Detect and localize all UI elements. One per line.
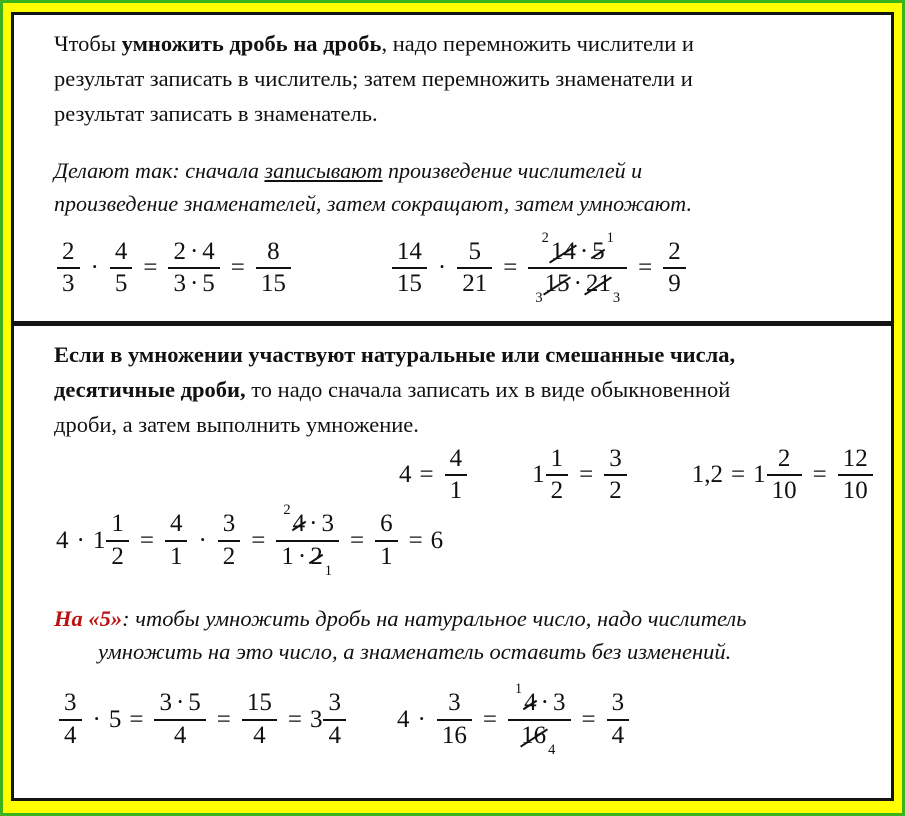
math-number: 10 bbox=[842, 477, 868, 505]
fraction bbox=[106, 510, 129, 572]
multiply-dot: · bbox=[175, 689, 185, 717]
math-number: 3 bbox=[609, 444, 622, 472]
math-number: 5 bbox=[188, 689, 201, 717]
math-number: 3 bbox=[328, 689, 341, 717]
text-segment: произведение знаменателей, затем сокращают, затем умножают. bbox=[54, 190, 692, 216]
denominator bbox=[663, 269, 686, 299]
denominator bbox=[516, 721, 562, 758]
numerator bbox=[508, 681, 571, 719]
fraction bbox=[607, 689, 630, 751]
numerator bbox=[276, 502, 339, 540]
numerator bbox=[57, 238, 80, 268]
fraction bbox=[59, 689, 82, 751]
numerator bbox=[242, 689, 277, 719]
math-number: 3 bbox=[321, 510, 334, 538]
cancel-annotation-top: 1 bbox=[606, 229, 614, 246]
numerator bbox=[443, 689, 466, 719]
math-number: 1 bbox=[169, 542, 183, 570]
text-segment: умножить на это число, а знаменатель оставить без изменений. bbox=[98, 639, 732, 665]
math-number: 15 bbox=[246, 689, 272, 717]
fraction bbox=[392, 238, 427, 300]
numerator bbox=[110, 238, 133, 268]
cancel-annotation-top: 1 bbox=[514, 681, 523, 698]
equals-sign: = bbox=[482, 705, 497, 733]
equals-sign: = bbox=[579, 461, 594, 489]
text-segment: произведение числителей и bbox=[382, 157, 643, 183]
math-number: 1,2 bbox=[691, 461, 723, 488]
numerator bbox=[463, 238, 486, 268]
math-number: 3 bbox=[173, 270, 186, 298]
denominator bbox=[59, 721, 82, 751]
math-number: 4 bbox=[202, 237, 215, 265]
section-fraction-rule bbox=[11, 12, 894, 323]
fraction bbox=[154, 689, 205, 751]
text-segment: Делают так: сначала bbox=[54, 157, 265, 183]
multiply-dot: · bbox=[579, 237, 589, 265]
math-number: 9 bbox=[668, 270, 681, 298]
examples-row-top bbox=[54, 229, 861, 307]
fraction bbox=[165, 510, 188, 572]
whole-part: 1 bbox=[753, 461, 766, 489]
math-number: 4 bbox=[396, 705, 410, 733]
conversions-row bbox=[399, 444, 868, 507]
numerator bbox=[59, 689, 82, 719]
equals-sign: = bbox=[139, 526, 154, 554]
multiply-dot: · bbox=[309, 510, 318, 538]
equals-sign: = bbox=[503, 254, 518, 282]
equals-sign: = bbox=[349, 526, 365, 554]
denominator bbox=[323, 721, 346, 751]
math-number: 10 bbox=[771, 477, 797, 505]
numerator bbox=[165, 510, 188, 540]
fraction bbox=[457, 238, 492, 300]
denominator bbox=[528, 269, 627, 307]
fraction bbox=[168, 238, 219, 300]
math-number: 15 bbox=[260, 270, 286, 298]
text-segment: дроби, а затем выполнить умножение. bbox=[54, 411, 419, 437]
fraction bbox=[276, 502, 339, 579]
text-segment: результат записать в числитель; затем перемножить знаменатели и bbox=[54, 65, 693, 91]
math-number: 1 bbox=[550, 444, 564, 472]
math-number: 4 bbox=[169, 510, 183, 538]
math-number: 1 bbox=[111, 510, 124, 538]
multiply-dot: · bbox=[417, 705, 426, 733]
equals-sign: = bbox=[812, 461, 827, 489]
math-number: 3 bbox=[611, 689, 625, 717]
struck-number: 5 bbox=[592, 237, 605, 265]
math-number: 15 bbox=[396, 270, 422, 298]
fraction bbox=[663, 238, 686, 300]
mixed-number bbox=[310, 689, 349, 751]
math-number: 16 bbox=[441, 721, 467, 749]
numerator bbox=[262, 238, 285, 268]
denominator bbox=[106, 542, 129, 572]
math-number: 4 bbox=[253, 721, 266, 749]
fraction bbox=[767, 445, 802, 507]
math-number: 2 bbox=[550, 477, 564, 505]
denominator bbox=[457, 269, 492, 299]
numerator bbox=[546, 445, 569, 475]
struck-number: 21 bbox=[585, 270, 611, 298]
fraction bbox=[546, 445, 569, 507]
math-number: 4 bbox=[173, 721, 187, 749]
cancel-annotation-top: 2 bbox=[283, 502, 291, 519]
text-segment: Если в умножении участвуют натуральные или смешанные числа, bbox=[54, 342, 736, 367]
denominator bbox=[838, 476, 873, 506]
math-number: 3 bbox=[448, 689, 461, 717]
numerator bbox=[106, 510, 129, 540]
math-number: 2 bbox=[111, 542, 124, 570]
denominator bbox=[256, 269, 291, 299]
math-number: 6 bbox=[430, 526, 444, 554]
math-number: 2 bbox=[668, 237, 681, 265]
text-segment: Чтобы bbox=[54, 31, 122, 56]
struck-number: 4 bbox=[524, 689, 537, 717]
denominator bbox=[604, 476, 627, 506]
denominator bbox=[375, 542, 398, 572]
math-number: 4 bbox=[64, 721, 77, 749]
multiply-dot: · bbox=[92, 705, 101, 733]
math-number: 4 bbox=[114, 237, 128, 265]
math-number: 3 bbox=[64, 689, 77, 717]
conversion-natural-number bbox=[399, 445, 470, 507]
whole-part: 1 bbox=[532, 461, 545, 489]
tip-label: На «5» bbox=[54, 605, 123, 631]
equals-sign: = bbox=[581, 705, 596, 733]
cancel-annotation-bottom: 3 bbox=[535, 290, 543, 307]
multiply-dot: · bbox=[189, 237, 199, 265]
numerator bbox=[445, 445, 468, 475]
math-number: 5 bbox=[202, 270, 215, 298]
math-number: 3 bbox=[62, 270, 75, 298]
math-number: 6 bbox=[380, 510, 393, 538]
math-number: 1 bbox=[380, 542, 393, 570]
denominator bbox=[437, 721, 472, 751]
denominator bbox=[218, 542, 241, 572]
fraction bbox=[110, 238, 133, 300]
cancel-annotation-bottom: 3 bbox=[612, 290, 621, 307]
conversion-decimal bbox=[692, 445, 876, 507]
fraction bbox=[528, 229, 627, 307]
math-number: 2 bbox=[609, 477, 622, 505]
example-two-thirds-times-four-fifths bbox=[54, 238, 294, 300]
text-segment: десятичные дроби, bbox=[54, 376, 246, 402]
cancel-annotation-top: 2 bbox=[541, 229, 549, 246]
numerator bbox=[773, 445, 796, 475]
math-number: 1 bbox=[281, 542, 294, 570]
multiply-dot: · bbox=[189, 270, 199, 298]
equals-sign: = bbox=[730, 461, 746, 489]
denominator bbox=[607, 721, 630, 751]
struck-number: 4 bbox=[292, 510, 306, 538]
math-number: 4 bbox=[56, 526, 69, 554]
denominator bbox=[445, 476, 468, 506]
multiply-dot: · bbox=[198, 526, 207, 554]
fraction bbox=[375, 510, 398, 572]
numerator bbox=[168, 238, 219, 268]
equals-sign: = bbox=[408, 526, 423, 554]
math-number: 5 bbox=[108, 705, 122, 733]
numerator bbox=[607, 689, 630, 719]
denominator bbox=[57, 269, 80, 299]
multiply-dot: · bbox=[297, 542, 307, 570]
math-number: 4 bbox=[328, 721, 341, 749]
fraction bbox=[508, 681, 571, 758]
mixed-number bbox=[93, 510, 132, 572]
section-mixed-numbers-rule bbox=[11, 323, 894, 801]
numerator bbox=[604, 445, 627, 475]
numerator bbox=[154, 689, 205, 719]
fraction bbox=[57, 238, 80, 300]
math-number: 3 bbox=[553, 689, 566, 717]
math-number: 12 bbox=[842, 444, 868, 472]
math-number: 8 bbox=[267, 237, 280, 265]
mixed-number bbox=[532, 445, 571, 507]
math-number: 4 bbox=[449, 444, 463, 472]
struck-number: 2 bbox=[310, 542, 323, 570]
text-segment: результат записать в знаменатель. bbox=[54, 100, 378, 126]
math-number: 1 bbox=[449, 477, 463, 505]
struck-number: 15 bbox=[544, 270, 570, 298]
example-cancellation-14-15 bbox=[389, 229, 689, 307]
mixed-number bbox=[753, 445, 805, 507]
equals-sign: = bbox=[638, 254, 653, 282]
text-segment: умножить дробь на дробь bbox=[121, 31, 382, 56]
cancel-annotation-bottom: 1 bbox=[324, 562, 332, 579]
example-mixed-multiplication bbox=[56, 502, 861, 579]
fraction bbox=[323, 689, 346, 751]
numerator bbox=[535, 229, 621, 268]
denominator bbox=[546, 476, 569, 506]
multiply-dot: · bbox=[90, 254, 99, 282]
text-segment: , надо перемножить числители и bbox=[381, 31, 694, 56]
numerator bbox=[323, 689, 346, 719]
numerator bbox=[218, 510, 241, 540]
example-fraction-times-natural bbox=[56, 689, 349, 751]
multiply-dot: · bbox=[573, 270, 582, 298]
fraction bbox=[218, 510, 241, 572]
math-number: 21 bbox=[462, 270, 488, 298]
math-number: 2 bbox=[62, 237, 75, 265]
denominator bbox=[168, 269, 219, 299]
fraction bbox=[604, 445, 627, 507]
conversion-mixed-number bbox=[532, 445, 630, 507]
fraction bbox=[437, 689, 472, 751]
examples-row-bottom bbox=[56, 681, 861, 758]
fraction bbox=[256, 238, 291, 300]
math-number: 3 bbox=[222, 510, 236, 538]
fraction bbox=[242, 689, 277, 751]
denominator bbox=[767, 476, 802, 506]
rule-multiply-fractions bbox=[54, 27, 861, 132]
math-number: 2 bbox=[173, 237, 186, 265]
math-number: 14 bbox=[396, 237, 422, 265]
numerator bbox=[392, 238, 427, 268]
math-number: 2 bbox=[222, 542, 236, 570]
text-segment: то надо сначала записать их в виде обыкновенной bbox=[245, 376, 731, 402]
math-number: 2 bbox=[777, 444, 791, 472]
denominator bbox=[248, 721, 271, 751]
equals-sign: = bbox=[230, 254, 245, 282]
numerator bbox=[838, 445, 873, 475]
equals-sign: = bbox=[251, 526, 266, 554]
whole-part: 1 bbox=[92, 526, 106, 554]
math-number: 3 bbox=[159, 689, 172, 717]
equals-sign: = bbox=[287, 705, 302, 733]
equals-sign: = bbox=[143, 254, 158, 282]
equals-sign: = bbox=[216, 705, 231, 733]
struck-number: 16 bbox=[521, 721, 547, 749]
denominator bbox=[165, 542, 188, 572]
example-natural-times-fraction bbox=[396, 681, 632, 758]
struck-number: 14 bbox=[550, 237, 576, 265]
multiply-dot: · bbox=[540, 689, 549, 717]
multiply-dot: · bbox=[437, 254, 447, 282]
math-number: 5 bbox=[468, 237, 481, 265]
denominator bbox=[169, 721, 192, 751]
numerator bbox=[663, 238, 686, 268]
method-note bbox=[54, 154, 861, 220]
equals-sign: = bbox=[129, 705, 144, 733]
equals-sign: = bbox=[419, 461, 434, 489]
denominator bbox=[110, 269, 133, 299]
text-segment: записывают bbox=[264, 157, 383, 183]
math-number: 4 bbox=[611, 721, 625, 749]
text-segment: : чтобы умножить дробь на натуральное число, надо числитель bbox=[122, 605, 747, 631]
fraction bbox=[445, 445, 468, 507]
whole-part: 3 bbox=[309, 705, 323, 733]
math-number: 5 bbox=[114, 270, 128, 298]
multiply-dot: · bbox=[76, 526, 85, 554]
fraction bbox=[838, 445, 873, 507]
cancel-annotation-bottom: 4 bbox=[548, 741, 556, 758]
tip-for-grade-five bbox=[54, 602, 861, 670]
denominator bbox=[276, 542, 339, 579]
math-number: 4 bbox=[399, 461, 412, 488]
denominator bbox=[392, 269, 427, 299]
numerator bbox=[375, 510, 398, 540]
rule-mixed-numbers bbox=[54, 338, 861, 443]
